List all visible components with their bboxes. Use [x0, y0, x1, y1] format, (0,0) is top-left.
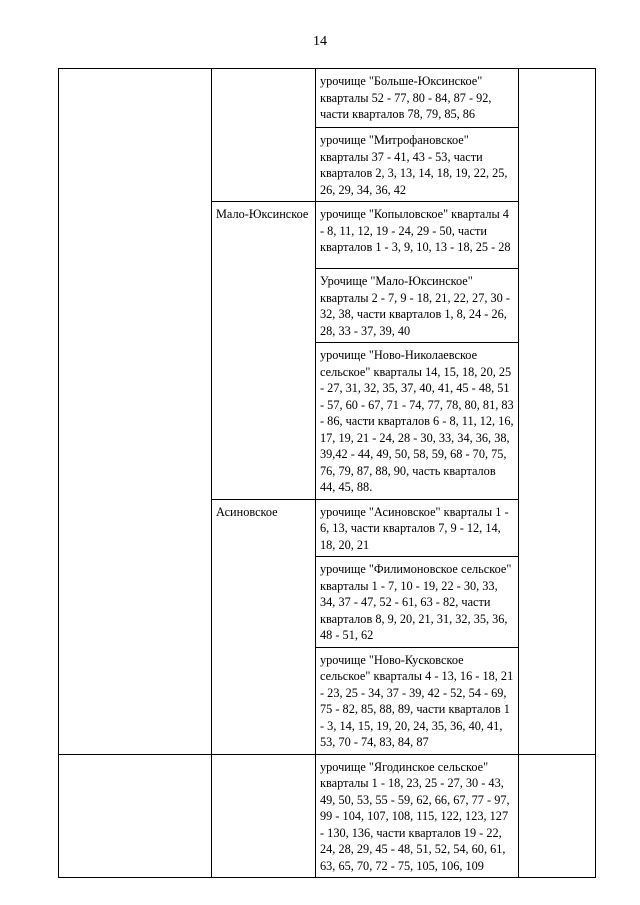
tract-cell: урочище "Больше-Юксинское" кварталы 52 - 77, 80 - 84, 87 - 92, части кварталов 78, 79, 85, 86 — [316, 69, 519, 128]
notes-cell — [519, 69, 596, 755]
district-cell — [212, 754, 316, 878]
district-cell: Асиновское — [212, 499, 316, 754]
tract-cell: урочище "Митрофановское" кварталы 37 - 41, 43 - 53, части кварталов 2, 3, 13, 14, 18, 19, 22, 25, 26, 29, 34, 36, 42 — [316, 128, 519, 202]
district-cell — [212, 69, 316, 202]
tract-cell: урочище "Ягодинское сельское" кварталы 1 - 18, 23, 25 - 27, 30 - 43, 49, 50, 53, 55 - 59, 62, 66, 67, 77 - 97, 99 - 104, 107, 108, 115, 122, 123, 127 - 130, 136, части кварталов 19 - 22, 24, 28, 29, 45 - 48, 51, 52, 54, 60, 61, 63, 65, 70, 72 - 75, 105, 106, 109 — [316, 754, 519, 878]
forest-tracts-table — [58, 68, 596, 878]
tract-cell: урочище "Асиновское" кварталы 1 - 6, 13, части кварталов 7, 9 - 12, 14, 18, 20, 21 — [316, 499, 519, 557]
tract-cell: урочище "Ново-Кусковское сельское" кварталы 4 - 13, 16 - 18, 21 - 23, 25 - 34, 37 - 39, 42 - 52, 54 - 69, 75 - 82, 85, 88, 89, части кварталов 1 - 3, 14, 15, 19, 20, 24, 35, 36, 40, 41, 53, 70 - 74, 83, 84, 87 — [316, 647, 519, 754]
tract-cell: урочище "Ново-Николаевское сельское" кварталы 14, 15, 18, 20, 25 - 27, 31, 32, 35, 37, 40, 41, 45 - 48, 51 - 57, 60 - 67, 71 - 74, 77, 78, 80, 81, 83 - 86, части кварталов 6 - 8, 11, 12, 16, 17, 19, 21 - 24, 28 - 30, 33, 34, 36, 38, 39,42 - 44, 49, 50, 58, 59, 68 - 70, 75, 76, 79, 87, 88, 90, часть кварталов 44, 45, 88. — [316, 343, 519, 500]
tract-cell: урочище "Копыловское" кварталы 4 - 8, 11, 12, 19 - 24, 29 - 50, части кварталов 1 - 3, 9, 10, 13 - 18, 25 - 28 — [316, 202, 519, 269]
tract-cell: Урочище "Мало-Юксинское" кварталы 2 - 7, 9 - 18, 21, 22, 27, 30 - 32, 38, части кварталов 1, 8, 24 - 26, 28, 33 - 37, 39, 40 — [316, 269, 519, 343]
table-row — [59, 69, 596, 128]
tract-cell: урочище "Филимоновское сельское" кварталы 1 - 7, 10 - 19, 22 - 30, 33, 34, 37 - 47, 52 - 61, 63 - 82, части кварталов 8, 9, 20, 21, 31, 32, 35, 36, 48 - 51, 62 — [316, 557, 519, 648]
group-cell — [59, 69, 212, 755]
district-cell: Мало-Юксинское — [212, 202, 316, 500]
notes-cell — [519, 754, 596, 878]
table-row — [59, 754, 596, 878]
page-number: 14 — [313, 34, 327, 49]
group-cell — [59, 754, 212, 878]
